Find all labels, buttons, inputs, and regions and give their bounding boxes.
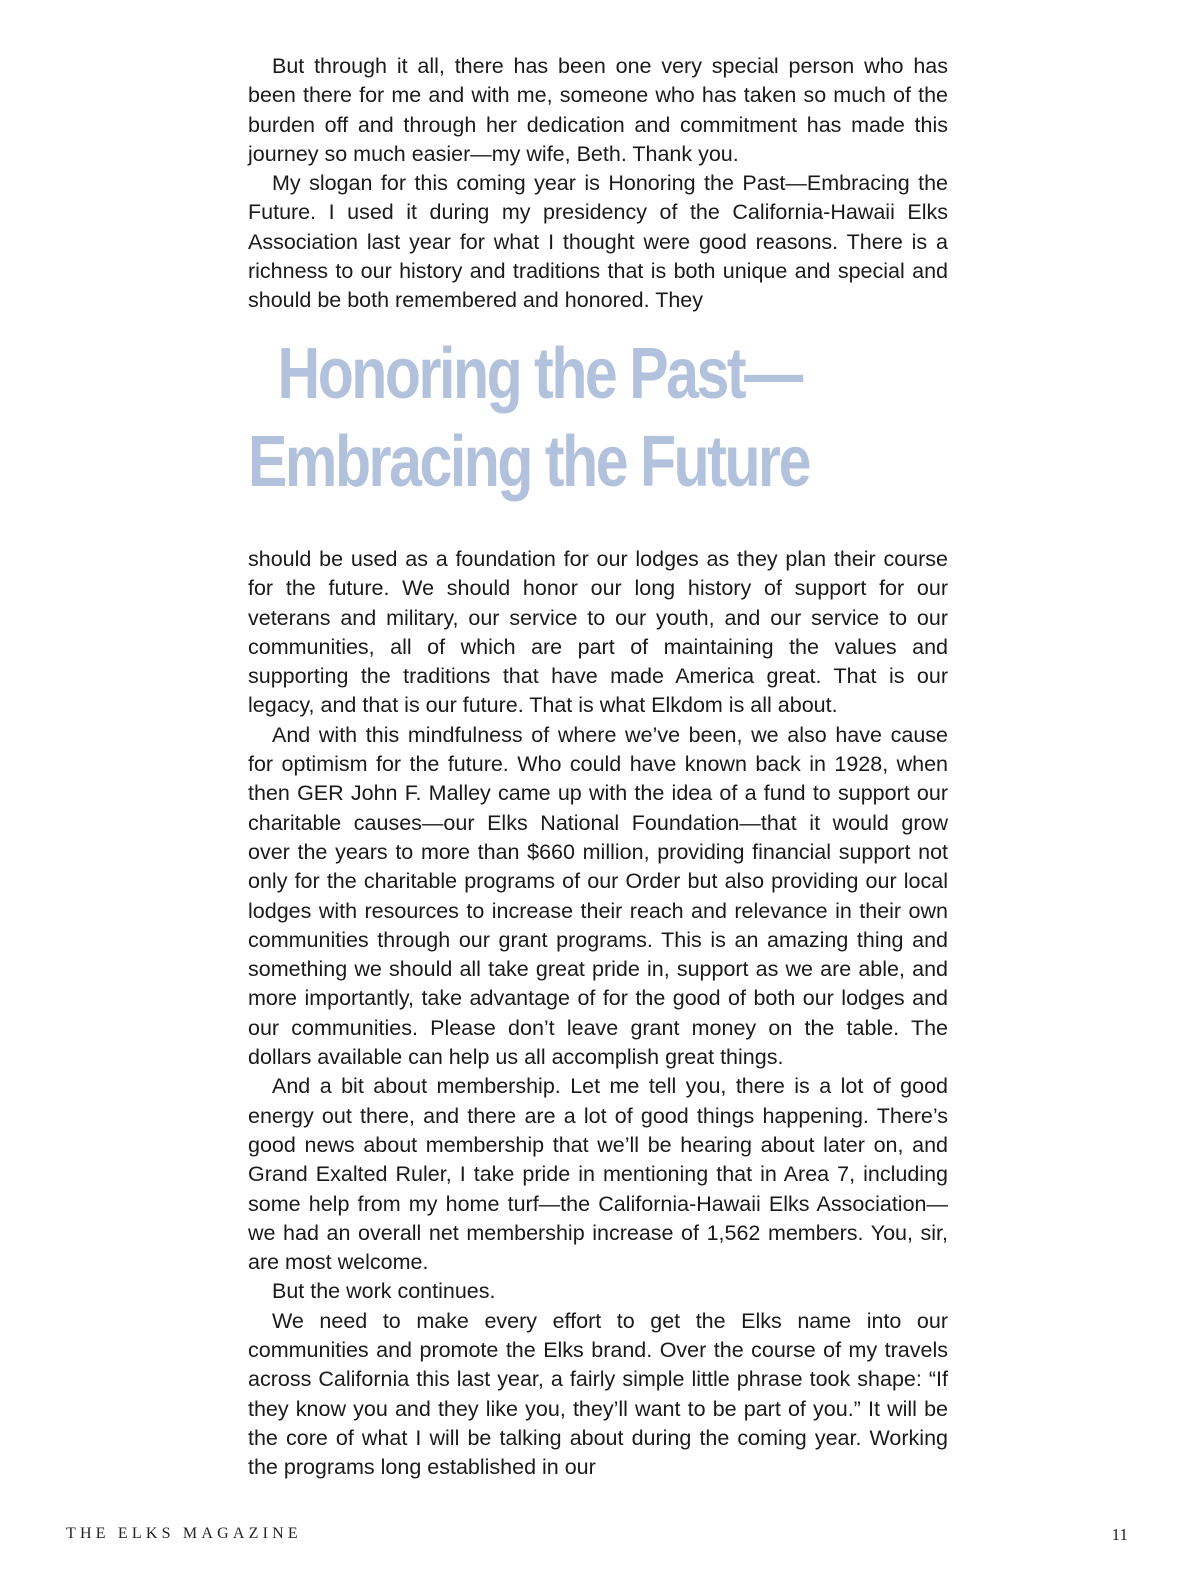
pull-quote-line-1: Honoring the Past— xyxy=(277,334,801,414)
magazine-name: THE ELKS MAGAZINE xyxy=(66,1525,302,1542)
paragraph: But through it all, there has been one very special person who has been there for me and with me, someone who has taken so much of the burden off and through her dedication and commitment has made this journey so much easier—my wife, Beth. Thank you. xyxy=(248,54,948,166)
paragraph: And a bit about membership. Let me tell you, there is a lot of good energy out there, and there are a lot of good things happening. There’s good news about membership that we’ll be hearing about later on, and Grand Exalted Ruler, I take pride in mentioning that in Area 7, including some help from my home turf—the California-Hawaii Elks Association—we had an overall net membership increase of 1,562 members. You, sir, are most welcome. xyxy=(248,1074,948,1275)
paragraph: And with this mindfulness of where we’ve been, we also have cause for optimism for the future. Who could have known back in 1928, when then GER John F. Malley came up with the idea of a fund to support our charitable causes—our Elks National Foundation—that it would grow over the years to more than $660 million, providing financial support not only for the charitable programs of our Order but also providing our local lodges with resources to increase their reach and relevance in their own communities through our grant programs. This is an amazing thing and something we should all take great pride in, support as we are able, and more importantly, take advantage of for the good of both our lodges and our communities. Please don’t leave grant money on the table. The dollars available can help us all accomplish great things. xyxy=(248,722,948,1070)
pull-quote xyxy=(248,330,822,506)
page-footer xyxy=(66,1525,1128,1549)
article-column-top xyxy=(248,52,948,316)
paragraph: But the work continues. xyxy=(272,1279,496,1304)
article-column-bottom xyxy=(248,545,948,1483)
paragraph: We need to make every effort to get the Elks name into our communities and promote the Elks brand. Over the course of my travels across California this last year, a fairly simple little phrase took shape: “If they know you and they like you, they’ll want to be part of you.” It will be the core of what I will be talking about during the coming year. Working the programs long established in our xyxy=(248,1308,948,1480)
pull-quote-line-2: Embracing the Future xyxy=(248,422,809,502)
paragraph: My slogan for this coming year is Honoring the Past—Embracing the Future. I used it during my presidency of the California-Hawaii Elks Association last year for what I thought were good reasons. There is a richness to our history and traditions that is both unique and special and should be both remembered and honored. They xyxy=(248,171,948,313)
paragraph: should be used as a foundation for our lodges as they plan their course for the future. We should honor our long history of support for our veterans and military, our service to our youth, and our service to our communities, all of which are part of maintaining the values and supporting the traditions that have made America great. That is our legacy, and that is our future. That is what Elkdom is all about. xyxy=(248,547,948,718)
page-number: 11 xyxy=(1111,1525,1128,1544)
